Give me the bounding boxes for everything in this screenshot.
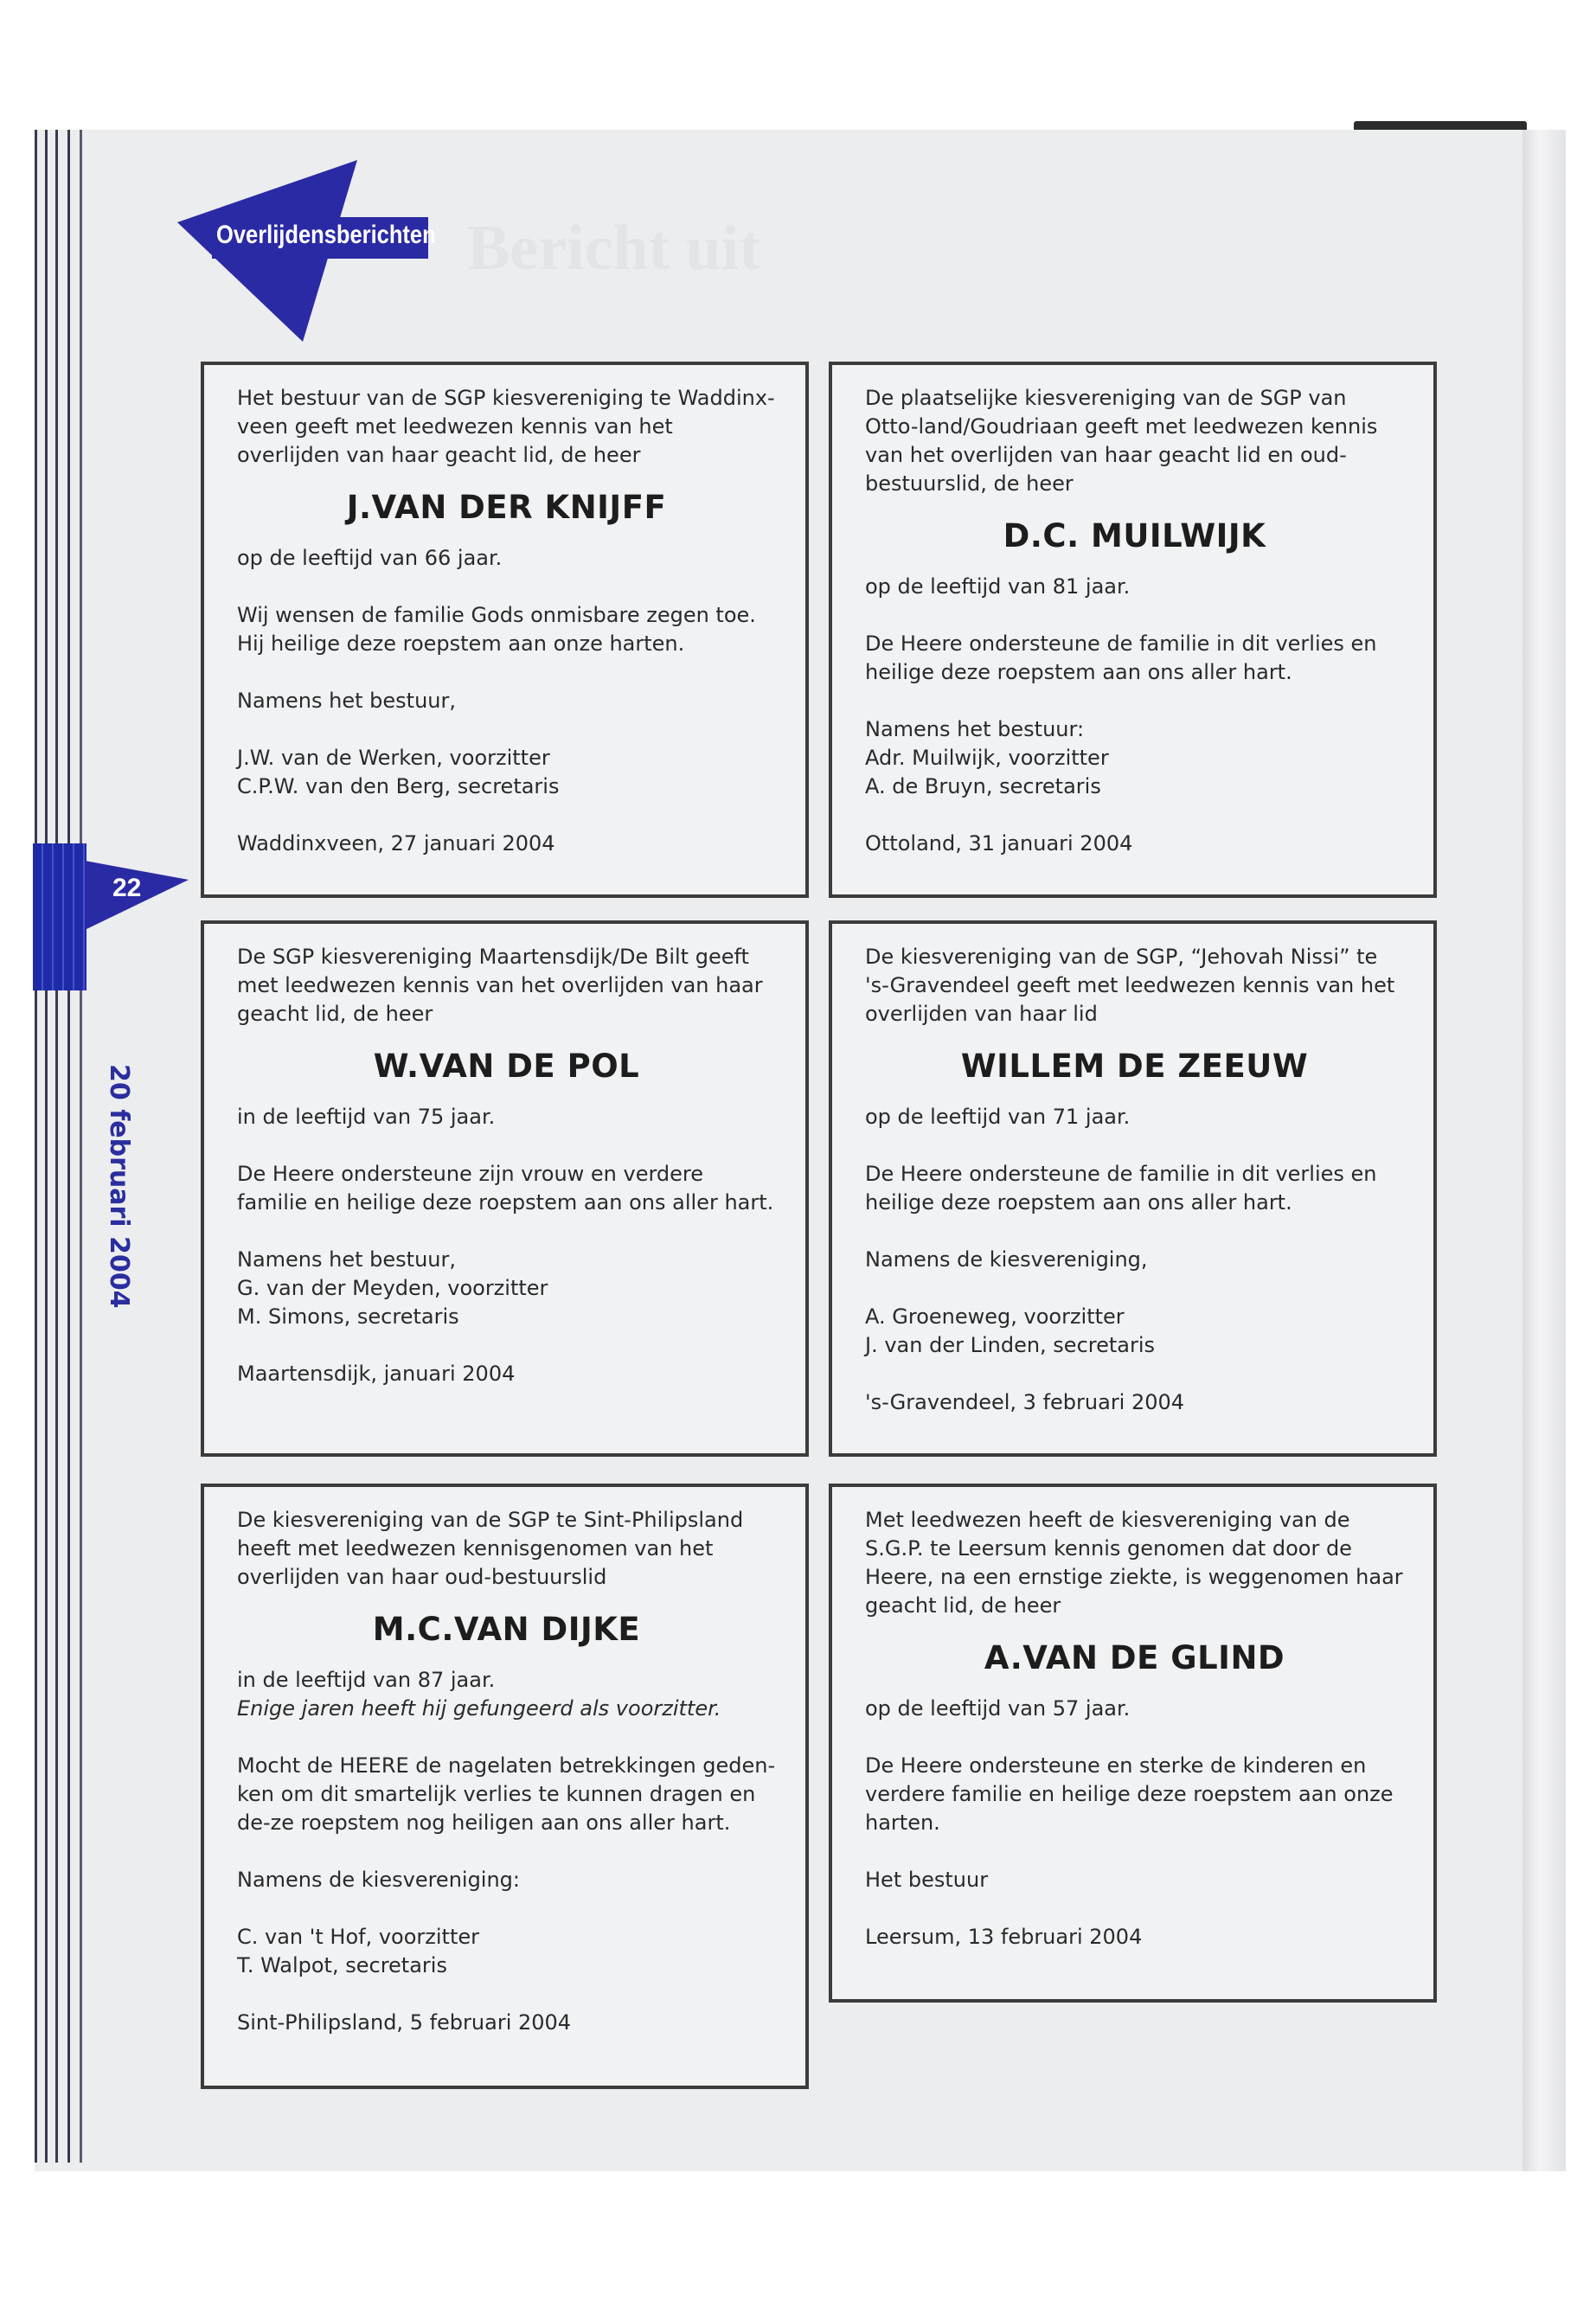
notice-age: in de leeftijd van 87 jaar. xyxy=(237,1668,496,1692)
notice-intro: De SGP kiesvereniging Maartensdijk/De Bilt geeft met leedwezen kennis van het overlijden van haar geacht lid, de heer xyxy=(237,945,763,1026)
page-number: 22 xyxy=(112,874,142,902)
obituary-notice xyxy=(201,920,809,1457)
signatory: A. de Bruyn, secretaris xyxy=(865,774,1101,798)
notice-place-date: Maartensdijk, januari 2004 xyxy=(237,1362,516,1386)
notice-on-behalf: Namens het bestuur, xyxy=(237,1247,456,1272)
background-title: Bericht uit xyxy=(467,213,761,284)
obituary-notice xyxy=(201,362,809,898)
notice-signatories xyxy=(237,1923,776,1980)
signatory: G. van der Meyden, voorzitter xyxy=(237,1276,548,1300)
signatory: M. Simons, secretaris xyxy=(237,1304,459,1329)
notice-intro: De kiesvereniging van de SGP, “Jehovah Nissi” te 's-Gravendeel geeft met leedwezen kennis van het overlijden van haar lid xyxy=(865,945,1395,1026)
notice-message: De Heere ondersteune zijn vrouw en verdere familie en heilige deze roepstem aan ons aller hart. xyxy=(237,1162,774,1215)
obituary-notice xyxy=(201,1484,809,2089)
signatory: C. van 't Hof, voorzitter xyxy=(237,1925,479,1949)
notice-on-behalf: Namens de kiesvereniging, xyxy=(865,1247,1148,1272)
header-triangle xyxy=(177,160,437,342)
deceased-name: J.VAN DER KNIJFF xyxy=(346,489,667,526)
section-tab-edges xyxy=(33,843,87,990)
deceased-name: A.VAN DE GLIND xyxy=(984,1639,1285,1676)
notice-message: De Heere ondersteune en sterke de kinderen en verdere familie en heilige deze roepstem aan onze harten. xyxy=(865,1753,1394,1835)
notice-intro: Het bestuur van de SGP kiesvereniging te Waddinx-veen geeft met leedwezen kennis van het overlijden van haar geacht lid, de heer xyxy=(237,386,775,467)
notice-age: op de leeftijd van 57 jaar. xyxy=(865,1696,1131,1721)
page-stack-edge xyxy=(45,130,48,2163)
notice-intro: De plaatselijke kiesvereniging van de SGP van Otto-land/Goudriaan geeft met leedwezen kennis van het overlijden van haar geacht lid en oud-bestuurslid, de heer xyxy=(865,386,1378,496)
notice-place-date: Sint-Philipsland, 5 februari 2004 xyxy=(237,2010,572,2035)
signatory: J.W. van de Werken, voorzitter xyxy=(237,746,550,770)
notice-age: op de leeftijd van 71 jaar. xyxy=(865,1105,1131,1129)
signatory: C.P.W. van den Berg, secretaris xyxy=(237,774,560,798)
notice-intro: Met leedwezen heeft de kiesvereniging van de S.G.P. te Leersum kennis genomen dat door de Heere, na een ernstige ziekte, is weggenomen haar geacht lid, de heer xyxy=(865,1508,1403,1618)
notice-place-date: Waddinxveen, 27 januari 2004 xyxy=(237,831,555,856)
deceased-name: W.VAN DE POL xyxy=(373,1048,640,1085)
notice-message: Wij wensen de familie Gods onmisbare zegen toe. Hij heilige deze roepstem aan onze harten. xyxy=(237,603,756,656)
notice-message: Mocht de HEERE de nagelaten betrekkingen geden-ken om dit smartelijk verlies te kunnen dragen en de-ze roepstem nog heiligen aan ons aller hart. xyxy=(237,1753,776,1835)
deceased-name: M.C.VAN DIJKE xyxy=(372,1611,641,1648)
page-stack-edge xyxy=(80,130,82,2163)
signatory: J. van der Linden, secretaris xyxy=(865,1333,1156,1357)
notice-message: De Heere ondersteune de familie in dit verlies en heilige deze roepstem aan ons aller hart. xyxy=(865,631,1377,684)
notice-signatories xyxy=(237,744,776,801)
notice-signatories xyxy=(865,1303,1404,1360)
notice-age: op de leeftijd van 81 jaar. xyxy=(865,574,1131,599)
obituary-notice xyxy=(829,1484,1437,2003)
notice-place-date: 's-Gravendeel, 3 februari 2004 xyxy=(865,1390,1185,1414)
obituary-notice xyxy=(829,362,1437,898)
deceased-name: WILLEM DE ZEEUW xyxy=(960,1048,1309,1085)
page-edge-top xyxy=(1354,121,1527,130)
notice-place-date: Leersum, 13 februari 2004 xyxy=(865,1925,1143,1949)
deceased-name: D.C. MUILWIJK xyxy=(1003,517,1266,554)
notice-intro: De kiesvereniging van de SGP te Sint-Philipsland heeft met leedwezen kennisgenomen van het overlijden van haar oud-bestuurslid xyxy=(237,1508,744,1589)
page-stack-edge xyxy=(35,130,37,2163)
issue-date: 20 februari 2004 xyxy=(104,1064,134,1309)
signatory: A. Groeneweg, voorzitter xyxy=(865,1304,1125,1329)
page-edge xyxy=(1522,130,1566,2171)
signatory: Adr. Muilwijk, voorzitter xyxy=(865,746,1109,770)
notice-on-behalf: Namens het bestuur, xyxy=(237,689,456,713)
section-title: Overlijdensberichten xyxy=(216,221,436,249)
notice-message: De Heere ondersteune de familie in dit verlies en heilige deze roepstem aan ons aller hart. xyxy=(865,1162,1377,1215)
notice-note: Enige jaren heeft hij gefungeerd als voorzitter. xyxy=(237,1696,721,1721)
obituary-notice xyxy=(829,920,1437,1457)
notice-signatories xyxy=(237,1274,776,1331)
notice-age: op de leeftijd van 66 jaar. xyxy=(237,546,503,570)
notice-place-date: Ottoland, 31 januari 2004 xyxy=(865,831,1133,856)
notice-on-behalf: Namens het bestuur: xyxy=(865,717,1085,741)
notice-on-behalf: Namens de kiesvereniging: xyxy=(237,1868,520,1892)
notice-on-behalf: Het bestuur xyxy=(865,1868,989,1892)
signatory: T. Walpot, secretaris xyxy=(237,1953,447,1977)
page-stack-edge xyxy=(67,130,70,2163)
notice-age: in de leeftijd van 75 jaar. xyxy=(237,1105,496,1129)
page-stack-edge xyxy=(55,130,58,2163)
notice-signatories xyxy=(865,744,1404,801)
